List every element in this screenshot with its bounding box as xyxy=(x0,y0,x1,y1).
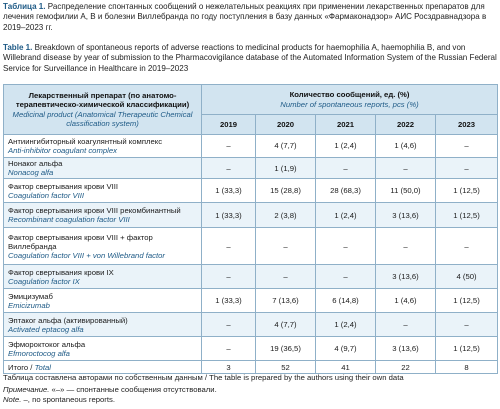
report-count-cell: – xyxy=(436,135,498,158)
product-name-en: Efmoroctocog alfa xyxy=(8,348,70,358)
product-name-en: Recombinant coagulation factor VIII xyxy=(8,215,130,225)
table-note-en xyxy=(3,395,497,404)
product-name-en: Emicizumab xyxy=(8,300,50,310)
product-name-cell xyxy=(4,228,202,265)
total-value-cell: 41 xyxy=(316,361,376,374)
total-label-ru: Итого / xyxy=(8,362,33,372)
product-name-en: Nonacog alfa xyxy=(8,168,54,178)
report-count-cell: 1 (33,3) xyxy=(202,289,256,313)
report-count-cell: – xyxy=(202,228,256,265)
table-row xyxy=(4,265,498,289)
report-count-cell: – xyxy=(376,228,436,265)
product-name-ru: Фактор свертывания крови VIII + фактор Виллебранда xyxy=(8,232,153,251)
note-en-text: –, no spontaneous reports. xyxy=(23,395,115,404)
product-name-en: Coagulation factor IX xyxy=(8,276,80,286)
product-name-en: Activated eptacog alfa xyxy=(8,324,84,334)
total-value-cell: 52 xyxy=(256,361,316,374)
report-count-cell: 1 (4,6) xyxy=(376,289,436,313)
report-count-cell: – xyxy=(316,158,376,179)
product-name-ru: Фактор свертывания крови VIII рекомбинантный xyxy=(8,206,181,216)
total-value-cell: 8 xyxy=(436,361,498,374)
product-name-cell xyxy=(4,135,202,158)
report-count-cell: 1 (12,5) xyxy=(436,179,498,203)
table-caption-en-label: Table 1. xyxy=(3,43,33,52)
adverse-reactions-table xyxy=(3,84,498,374)
report-count-cell: 4 (7,7) xyxy=(256,135,316,158)
report-count-cell: – xyxy=(376,158,436,179)
report-count-cell: – xyxy=(436,158,498,179)
header-year: 2022 xyxy=(376,115,436,135)
report-count-cell: – xyxy=(256,265,316,289)
table-note-ru xyxy=(3,385,497,394)
report-count-cell: 1 (4,6) xyxy=(376,135,436,158)
product-name-ru: Эфмороктоког альфа xyxy=(8,339,86,349)
product-name-cell xyxy=(4,313,202,337)
report-count-cell: – xyxy=(436,313,498,337)
report-count-cell: – xyxy=(202,135,256,158)
report-count-cell: 3 (13,6) xyxy=(376,265,436,289)
product-name-ru: Нонаког альфа xyxy=(8,159,63,168)
product-name-ru: Антиингибиторный коагулянтный комплекс xyxy=(8,136,163,146)
report-count-cell: – xyxy=(376,313,436,337)
report-count-cell: 1 (2,4) xyxy=(316,313,376,337)
report-count-cell: 6 (14,8) xyxy=(316,289,376,313)
table-row xyxy=(4,228,498,265)
report-count-cell: 15 (28,8) xyxy=(256,179,316,203)
header-product-ru: Лекарственный препарат (по анатомо-терапевтическо-химической классификации) xyxy=(15,91,190,110)
report-count-cell: 19 (36,5) xyxy=(256,337,316,361)
report-count-cell: 1 (2,4) xyxy=(316,135,376,158)
report-count-cell: 1 (1,9) xyxy=(256,158,316,179)
header-year: 2023 xyxy=(436,115,498,135)
report-count-cell: 4 (9,7) xyxy=(316,337,376,361)
report-count-cell: 1 (2,4) xyxy=(316,203,376,228)
report-count-cell: 4 (7,7) xyxy=(256,313,316,337)
report-count-cell: – xyxy=(316,228,376,265)
report-count-cell: 1 (12,5) xyxy=(436,337,498,361)
report-count-cell: 7 (13,6) xyxy=(256,289,316,313)
table-total-row xyxy=(4,361,498,374)
header-year: 2020 xyxy=(256,115,316,135)
table-row xyxy=(4,337,498,361)
report-count-cell: 1 (33,3) xyxy=(202,203,256,228)
report-count-cell: 28 (68,3) xyxy=(316,179,376,203)
product-name-cell xyxy=(4,337,202,361)
total-label-en: Total xyxy=(34,362,51,372)
report-count-cell: – xyxy=(202,265,256,289)
table-row xyxy=(4,313,498,337)
report-count-cell: 4 (50) xyxy=(436,265,498,289)
product-name-en: Coagulation factor VIII + von Willebrand factor xyxy=(8,251,165,260)
table-header-row xyxy=(4,85,498,115)
table-caption-en xyxy=(3,43,497,74)
product-name-cell xyxy=(4,179,202,203)
total-value-cell: 22 xyxy=(376,361,436,374)
report-count-cell: – xyxy=(316,265,376,289)
total-value-cell: 3 xyxy=(202,361,256,374)
table-row xyxy=(4,289,498,313)
report-count-cell: 11 (50,0) xyxy=(376,179,436,203)
table-row xyxy=(4,135,498,158)
note-ru-text: «–» — спонтанные сообщения отсутствовали. xyxy=(51,385,217,394)
report-count-cell: 1 (12,5) xyxy=(436,203,498,228)
report-count-cell: – xyxy=(202,158,256,179)
note-ru-label: Примечание. xyxy=(3,385,50,394)
total-label-cell xyxy=(4,361,202,374)
table-row xyxy=(4,179,498,203)
report-count-cell: 3 (13,6) xyxy=(376,203,436,228)
report-count-cell: – xyxy=(202,337,256,361)
header-count-ru: Количество сообщений, ед. (%) xyxy=(289,90,410,100)
product-name-ru: Эптаког альфа (активированный) xyxy=(8,315,128,325)
report-count-cell: 1 (12,5) xyxy=(436,289,498,313)
product-name-en: Anti-inhibitor coagulant complex xyxy=(8,146,117,155)
product-name-cell xyxy=(4,158,202,179)
table-caption-en-text: Breakdown of spontaneous reports of adverse reactions to medicinal products for haemophilia A, haemophilia B, and von Willebrand disease by year of submission to the Pharmacovigilance database of the Automated Information System of the Russian Federal Service for Surveillance in Healthcare in 2019–2023 xyxy=(3,43,497,73)
table-caption-ru-text: Распределение спонтанных сообщений о нежелательных реакциях при применении лекарственных препаратов для лечения гемофилии А, В и болезни Виллебранда по году поступления в базу данных «Фармаконадзор» АИС Росздравнадзора в 2019–2023 гг. xyxy=(3,2,487,32)
header-count xyxy=(202,85,498,115)
product-name-ru: Фактор свертывания крови VIII xyxy=(8,181,119,191)
report-count-cell: 3 (13,6) xyxy=(376,337,436,361)
table-caption-ru-label: Таблица 1. xyxy=(3,2,46,11)
product-name-cell xyxy=(4,203,202,228)
header-product-en: Medicinal product (Anatomical Therapeutic Chemical classification system) xyxy=(12,109,193,128)
product-name-en: Coagulation factor VIII xyxy=(8,190,85,200)
report-count-cell: 1 (33,3) xyxy=(202,179,256,203)
table-row xyxy=(4,158,498,179)
table-source-note: Таблица составлена авторами по собственным данным / The table is prepared by the authors using their own data xyxy=(3,373,404,382)
product-name-ru: Фактор свертывания крови IX xyxy=(8,267,114,277)
report-count-cell: 2 (3,8) xyxy=(256,203,316,228)
product-name-ru: Эмицизумаб xyxy=(8,291,53,301)
header-count-en: Number of spontaneous reports, pcs (%) xyxy=(280,99,419,109)
report-count-cell: – xyxy=(256,228,316,265)
product-name-cell xyxy=(4,289,202,313)
header-year: 2021 xyxy=(316,115,376,135)
report-count-cell: – xyxy=(436,228,498,265)
report-count-cell: – xyxy=(202,313,256,337)
table-caption-ru xyxy=(3,2,497,33)
table-row xyxy=(4,203,498,228)
note-en-label: Note. xyxy=(3,395,22,404)
product-name-cell xyxy=(4,265,202,289)
header-year: 2019 xyxy=(202,115,256,135)
header-product xyxy=(4,85,202,135)
